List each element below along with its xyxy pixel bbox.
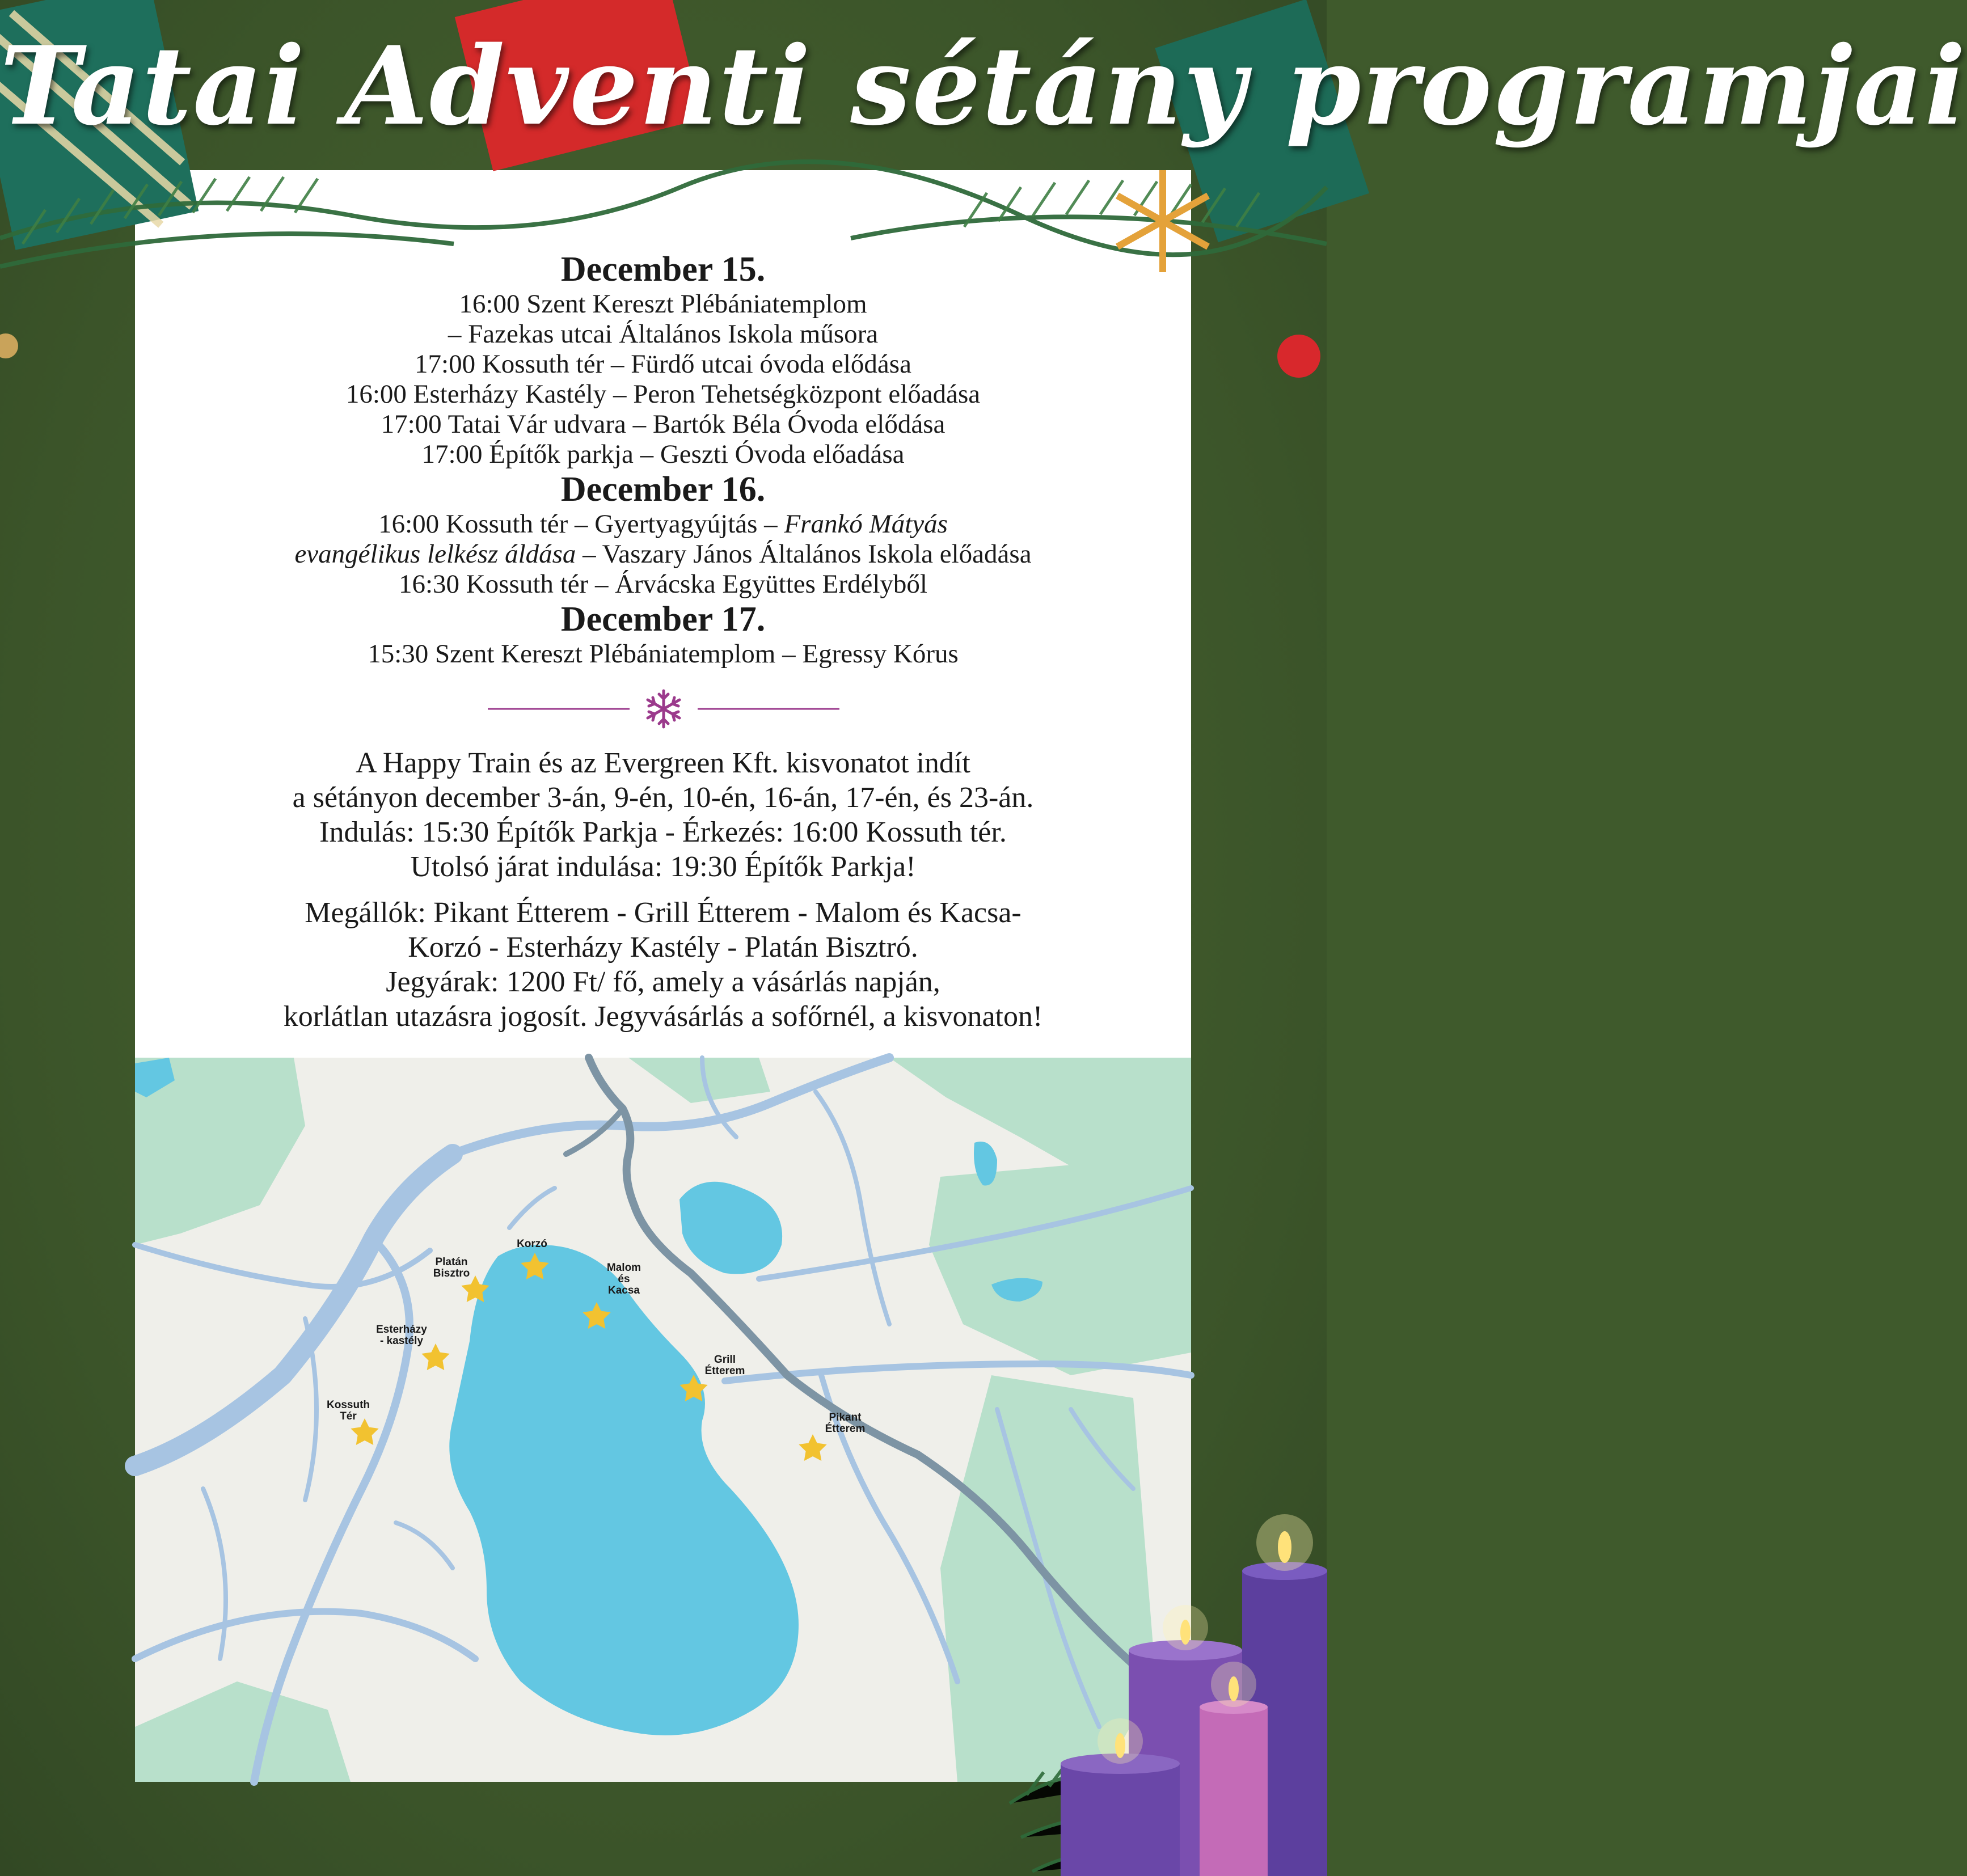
stop-label: Étterem [825, 1423, 866, 1435]
event-line: 16:00 Szent Kereszt Plébániatemplom [459, 289, 867, 319]
train-line: a sétányon december 3-án, 9-én, 10-én, 16-án, 17-én, és 23-án. [292, 781, 1034, 814]
stop-label: Platán [435, 1256, 468, 1268]
bauble-red [1277, 335, 1320, 378]
stop-label: Korzó [517, 1238, 547, 1250]
advent-candles [1010, 1486, 1327, 1876]
candle-purple-short [1061, 1764, 1180, 1876]
day-title: December 17. [560, 600, 766, 639]
day-title: December 15. [560, 250, 766, 289]
train-line: Korzó - Esterházy Kastély - Platán Bisztró. [408, 931, 918, 964]
stop-label: Esterházy [376, 1324, 427, 1336]
train-line: A Happy Train és az Evergreen Kft. kisvonatot indít [356, 747, 970, 779]
stop-label: - kastély [379, 1335, 424, 1347]
stop-label: Pikant [829, 1412, 862, 1423]
event-line: 15:30 Szent Kereszt Plébániatemplom – Egressy Kórus [368, 639, 959, 669]
event-line: – Fazekas utcai Általános Iskola műsora [448, 319, 879, 349]
stop-label: Grill [714, 1354, 736, 1366]
event-text: – Vaszary János Általános Iskola előadása [576, 539, 1032, 569]
candle-pink [1200, 1707, 1268, 1876]
train-line: Indulás: 15:30 Építők Parkja - Érkezés: 16:00 Kossuth tér. [319, 816, 1007, 848]
snowflake-icon [648, 691, 679, 727]
event-line: 16:00 Esterházy Kastély – Peron Tehetségközpont előadása [345, 379, 981, 409]
event-italic: evangélikus lelkész áldása [294, 539, 576, 569]
event-line [135, 509, 1191, 539]
event-line: 16:30 Kossuth tér – Árvácska Együttes Erdélyből [399, 569, 927, 599]
stop-label: Étterem [704, 1365, 745, 1377]
train-line: Utolsó járat indulása: 19:30 Építők Parkja! [410, 851, 916, 883]
divider-snowflake [488, 689, 839, 729]
event-line: 17:00 Kossuth tér – Fürdő utcai óvoda elődása [415, 349, 911, 379]
train-line: Megállók: Pikant Étterem - Grill Étterem - Malom és Kacsa- [305, 897, 1022, 929]
stop-label: és [618, 1273, 630, 1285]
train-info [135, 746, 1191, 1034]
event-line: 17:00 Építők parkja – Geszti Óvoda előadása [421, 440, 905, 469]
event-line [135, 539, 1191, 569]
day-title: December 16. [560, 470, 766, 509]
train-line: korlátlan utazásra jogosít. Jegyvásárlás a sofőrnél, a kisvonaton! [283, 1000, 1043, 1033]
stop-label: Kossuth [327, 1399, 370, 1411]
stop-label: Kacsa [608, 1285, 640, 1296]
train-line: Jegyárak: 1200 Ft/ fő, amely a vásárlás napján, [386, 966, 940, 998]
event-italic: Frankó Mátyás [784, 509, 948, 539]
event-text: 16:00 Kossuth tér – Gyertyagyújtás – [378, 509, 784, 539]
stop-label: Bisztro [433, 1267, 470, 1279]
stop-label: Tér [340, 1410, 357, 1422]
page-title: Tatai Adventi sétány programjai [0, 23, 1967, 149]
stop-label: Malom [606, 1262, 641, 1274]
schedule [135, 250, 1191, 669]
event-line: 17:00 Tatai Vár udvara – Bartók Béla Óvoda elődása [381, 409, 945, 439]
